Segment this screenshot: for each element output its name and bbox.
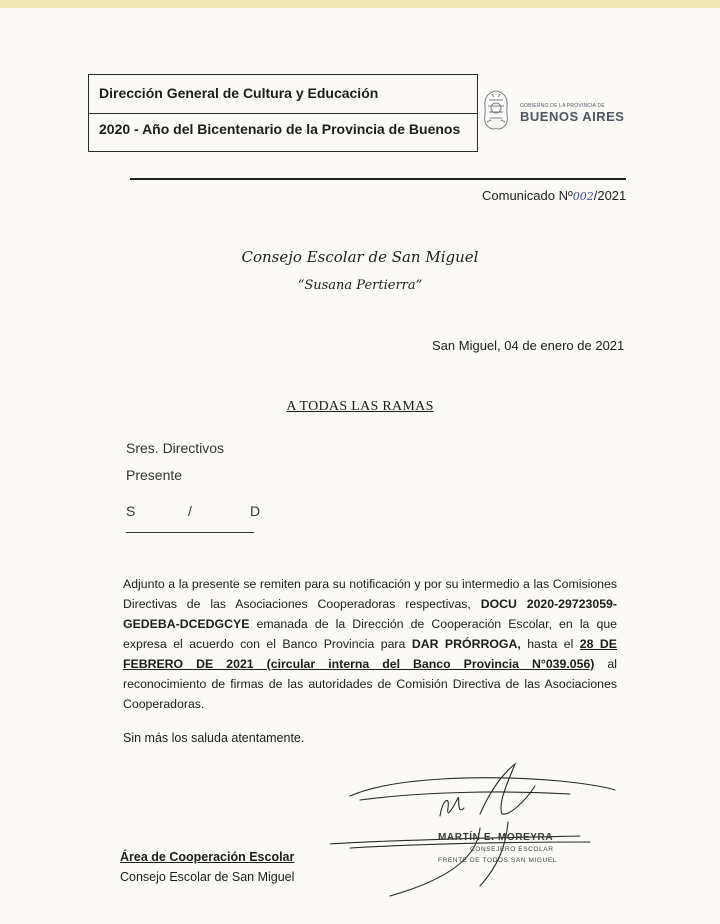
comunicado-suffix: /2021 [593, 188, 627, 203]
body-text-1: Adjunto a la presente se remiten para su notificación y por su intermedio a las Comisiones Directivas de las Asociaciones Cooperadoras respectivas, [123, 577, 617, 611]
addressee-heading: A TODAS LAS RAMAS [286, 399, 434, 414]
header-box [88, 74, 478, 152]
logo-title: BUENOS AIRES [520, 109, 625, 124]
stamp-name: MARTÍN E. MOREYRA [438, 832, 554, 843]
signatory-area: Área de Cooperación Escolar [120, 850, 295, 864]
signatory-council: Consejo Escolar de San Miguel [120, 870, 295, 884]
document-date: San Miguel, 04 de enero de 2021 [432, 338, 625, 353]
buenos-aires-logo [480, 88, 625, 136]
comunicado-number [482, 188, 626, 203]
stamp-role: CONSEJERO ESCOLAR [470, 846, 554, 853]
document-page [0, 8, 720, 924]
salutation-d: D [250, 503, 261, 519]
body-text-2: emanada de la Dirección de Cooperación Escolar, en la que expresa el acuerdo con el Banco Provincia para [123, 617, 617, 651]
salutation-line-2: Presente [126, 467, 183, 483]
docu-reference: DOCU 2020-29723059-GEDEBA-DCEDGCYE [123, 597, 617, 631]
prorroga-emphasis: DAR PRÓRROGA, [411, 637, 521, 651]
top-strip [0, 0, 720, 8]
closing-line: Sin más los saluda atentamente. [123, 731, 305, 745]
salutation-slash: / [188, 503, 192, 519]
comunicado-handwritten-number: 002 [572, 190, 594, 203]
salutation-s: S [126, 503, 136, 519]
consejo-title: Consejo Escolar de San Miguel [241, 248, 479, 266]
consejo-subtitle: “Susana Pertierra” [297, 278, 423, 293]
comunicado-prefix: Comunicado Nº [482, 188, 573, 203]
province-seal-icon [480, 88, 512, 132]
body-text-4: al reconocimiento de firmas de las autoridades de Comisión Directiva de las Asociaciones Cooperadoras. [123, 657, 617, 711]
salutation-underline [126, 532, 254, 533]
body-text-3: hasta el [520, 637, 580, 651]
handwritten-signature [330, 756, 620, 906]
deadline-emphasis: 28 DE FEBRERO DE 2021 (circular interna del Banco Provincia N°039.056) [123, 637, 617, 671]
salutation-line-1: Sres. Directivos [126, 440, 225, 456]
header-divider [89, 113, 477, 114]
logo-caption: GOBIERNO DE LA PROVINCIA DE [520, 103, 605, 109]
header-line-2: 2020 - Año del Bicentenario de la Provincia de Buenos [99, 121, 461, 137]
stamp-org: FRENTE DE TODOS SAN MIGUEL [438, 857, 558, 864]
header-rule [130, 178, 626, 180]
header-line-1: Dirección General de Cultura y Educación [99, 85, 379, 101]
body-paragraph [123, 574, 617, 714]
